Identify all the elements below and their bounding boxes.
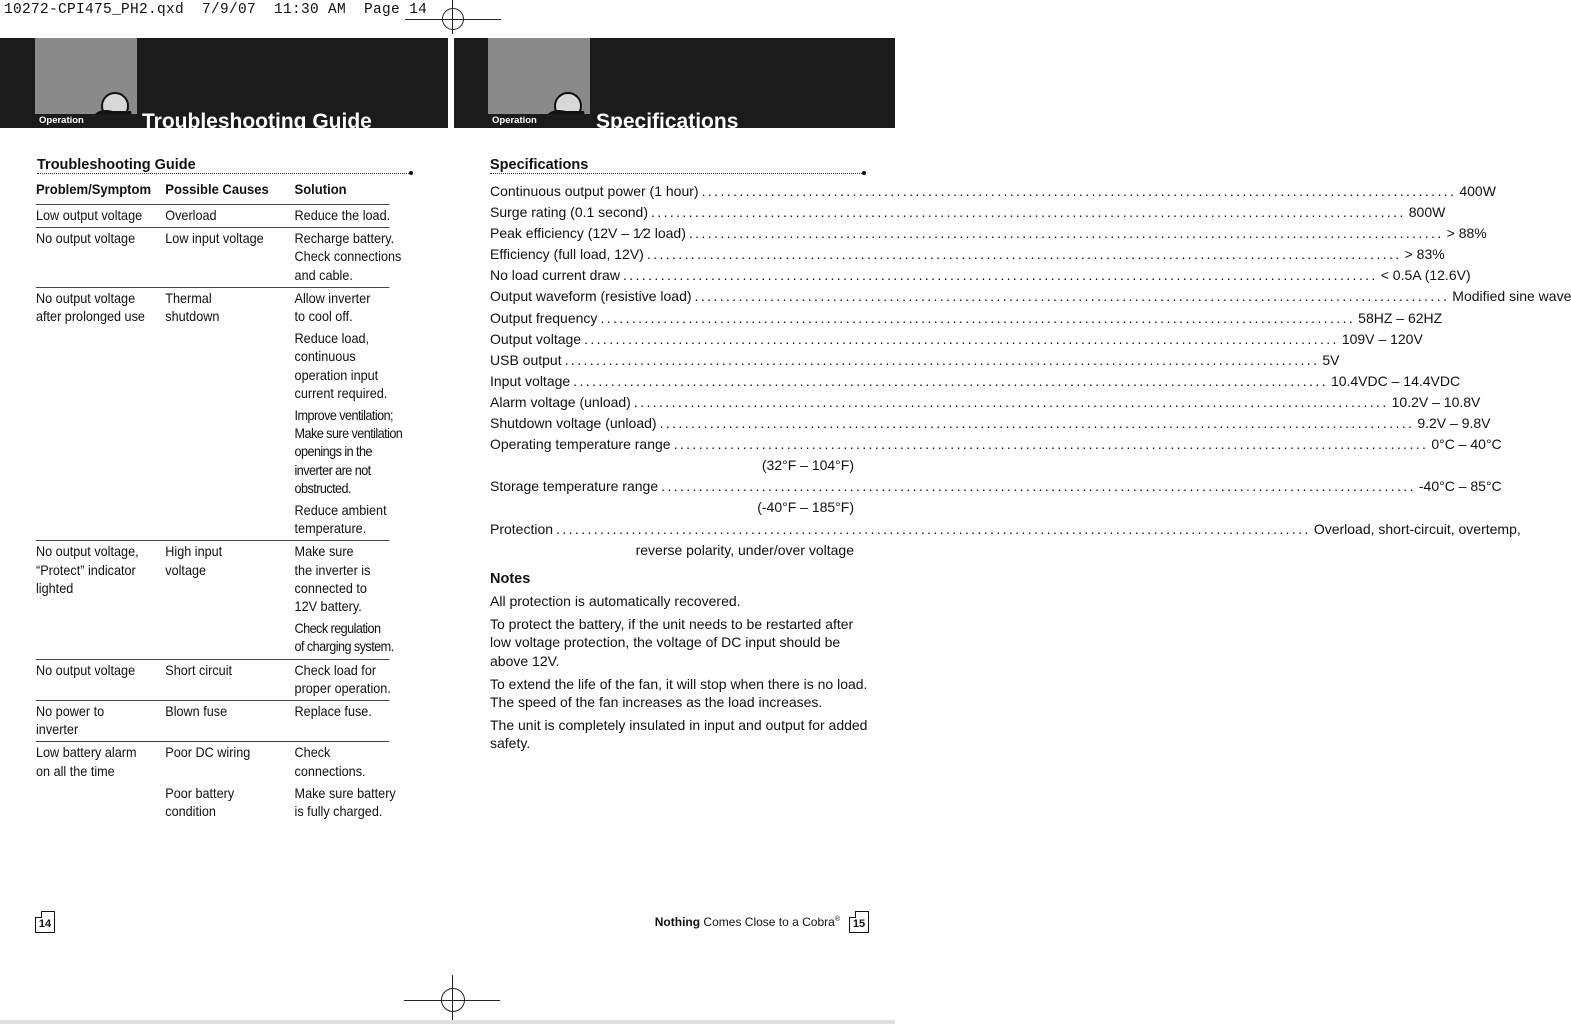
- spec-label: Peak efficiency (12V – 1⁄2 load): [490, 225, 686, 242]
- problem-cell: No output voltage: [36, 662, 136, 678]
- spec-label: Operating temperature range: [490, 436, 671, 453]
- solution-text: Make sure battery is fully charged.: [294, 785, 396, 820]
- cause-group: [165, 662, 423, 698]
- note-paragraph: To protect the battery, if the unit needs to be restarted after low voltage protection, the voltage of DC input should be above 12V.: [490, 616, 854, 669]
- table-row: [36, 288, 403, 542]
- spec-row: [490, 392, 1481, 413]
- spec-label: Output waveform (resistive load): [490, 288, 692, 305]
- problem-cell: Low battery alarm on all the time: [36, 745, 137, 779]
- spec-value-continued: reverse polarity, under/over voltage: [635, 541, 854, 558]
- spec-value: 109V – 120V: [1341, 330, 1423, 347]
- solution-text: Reduce ambient temperature.: [294, 503, 387, 537]
- spec-label: Efficiency (full load, 12V): [490, 246, 644, 263]
- solution-text: Reduce the load.: [294, 208, 391, 223]
- page-number: 14: [35, 911, 55, 933]
- spec-row: [490, 413, 1491, 434]
- solution-text: Make sure the inverter is connected to 12V battery.: [294, 544, 371, 615]
- table-row: [36, 228, 402, 288]
- cause-group: [165, 230, 423, 285]
- solution-text: Check regulation of charging system.: [294, 621, 394, 655]
- table-header: [36, 180, 389, 204]
- cause-group: [165, 290, 423, 539]
- spec-row: [490, 244, 1445, 265]
- dot-leader: ........................................................................................................................: [673, 436, 1429, 453]
- print-slug: 10272-CPI475_PH2.qxd 7/9/07 11:30 AM Page 14: [4, 2, 428, 18]
- dot-leader: ........................................................................................................................: [600, 309, 1356, 326]
- dot-leader: ........................................................................................................................: [701, 183, 1457, 199]
- section-heading: Specifications: [490, 157, 589, 173]
- spec-label: Surge rating (0.1 second): [490, 204, 648, 221]
- spec-value: 10.2V – 10.8V: [1391, 393, 1481, 410]
- problem-cell: No output voltage: [36, 231, 136, 247]
- dot-leader: ........................................................................................................................: [694, 288, 1450, 305]
- banner-title: Troubleshooting Guide: [142, 110, 372, 133]
- banner-title: Specifications: [596, 110, 739, 133]
- dot-leader: ........................................................................................................................: [659, 415, 1415, 432]
- section-heading: Troubleshooting Guide: [37, 157, 196, 173]
- spec-label: Alarm voltage (unload): [490, 393, 631, 410]
- note-paragraph: To extend the life of the fan, it will stop when there is no load. The speed of the fan increases as the load increases.: [490, 675, 868, 711]
- spec-row: [490, 202, 1446, 223]
- spec-value: Overload, short-circuit, overtemp,: [1313, 520, 1521, 537]
- troubleshooting-table: [36, 180, 403, 823]
- spec-row: [490, 519, 1521, 540]
- spec-label: No load current draw: [490, 267, 620, 284]
- cause-cell: Short circuit: [165, 662, 233, 678]
- cause-cell: Blown fuse: [165, 704, 228, 720]
- dot-leader: ........................................................................................................................: [650, 204, 1406, 221]
- cause-cell: Thermal shutdown: [165, 290, 220, 325]
- dot-leader: ........................................................................................................................: [584, 330, 1339, 347]
- spec-row: [490, 371, 1461, 392]
- spec-value: > 83%: [1404, 246, 1445, 263]
- registration-mark-bottom: [404, 975, 500, 1024]
- dot-leader: ........................................................................................................................: [556, 520, 1311, 537]
- page-number: 15: [849, 911, 869, 933]
- table-row: [36, 541, 394, 659]
- note-paragraph: All protection is automatically recovered.: [490, 593, 741, 609]
- dot-leader: ........................................................................................................................: [688, 225, 1444, 242]
- spec-row: [490, 350, 1340, 371]
- spec-value: < 0.5A (12.6V): [1380, 267, 1471, 284]
- spec-row: [490, 308, 1443, 329]
- spec-label: Output frequency: [490, 309, 598, 326]
- solution-text: Reduce load, continuous operation input current required.: [294, 331, 388, 401]
- spec-row: [490, 286, 1571, 307]
- cause-cell: High input voltage: [165, 544, 223, 578]
- dotted-rule: [37, 173, 411, 175]
- cause-group: [165, 744, 423, 780]
- spec-row: [490, 181, 1496, 202]
- footer-tagline: [655, 915, 840, 929]
- solution-text: Allow inverter to cool off.: [294, 290, 371, 325]
- note-paragraph: The unit is completely insulated in input and output for added safety.: [490, 717, 868, 752]
- spec-label: Input voltage: [490, 372, 571, 389]
- column-header: Problem/Symptom: [36, 181, 152, 197]
- cause-group: [165, 781, 423, 821]
- section-tab: [35, 38, 137, 128]
- cause-cell: Poor battery condition: [165, 785, 235, 820]
- spec-label: Continuous output power (1 hour): [490, 183, 699, 199]
- specifications-list: [490, 181, 1571, 561]
- spec-label: USB output: [490, 351, 562, 368]
- section-tab-label: Operation: [488, 114, 590, 128]
- problem-cell: No output voltage after prolonged use: [36, 290, 145, 325]
- dot-leader: ........................................................................................................................: [573, 372, 1328, 389]
- notes-heading: Notes: [490, 571, 531, 587]
- dot-leader: ........................................................................................................................: [661, 478, 1416, 495]
- table-body: [36, 204, 403, 823]
- spec-value: 0°C – 40°C: [1431, 436, 1502, 453]
- spec-value: 800W: [1408, 204, 1446, 221]
- dotted-rule: [490, 173, 864, 175]
- cause-cell: Low input voltage: [165, 231, 264, 247]
- dot-leader: ........................................................................................................................: [564, 351, 1320, 368]
- registered-mark: ®: [834, 916, 840, 923]
- dot-leader: ........................................................................................................................: [622, 267, 1378, 284]
- dot-leader: ........................................................................................................................: [646, 246, 1402, 263]
- registration-mark-top: [405, 0, 501, 34]
- cause-group: [165, 207, 423, 225]
- column-header: Solution: [294, 181, 347, 197]
- solution-text: Check connections.: [294, 745, 366, 779]
- section-tab: [488, 38, 590, 128]
- cause-group: [165, 703, 423, 721]
- column-header: Possible Causes: [165, 181, 269, 197]
- spec-value: 10.4VDC – 14.4VDC: [1330, 372, 1461, 389]
- dot-leader: ........................................................................................................................: [633, 393, 1389, 410]
- spec-label: Protection: [490, 520, 554, 537]
- problem-cell: No output voltage, “Protect” indicator lighted: [36, 544, 139, 596]
- spec-row: [490, 434, 1502, 455]
- section-tab-label: Operation: [35, 114, 137, 128]
- table-row: [36, 204, 389, 228]
- notes-list: [490, 592, 870, 758]
- solution-text: Recharge battery. Check connections and cable.: [294, 231, 402, 283]
- spec-value: > 88%: [1446, 225, 1487, 242]
- solution-text: Replace fuse.: [294, 704, 372, 720]
- problem-cell: No power to inverter: [36, 704, 105, 738]
- table-row: [36, 701, 389, 742]
- solution-text: Check load for proper operation.: [294, 662, 391, 696]
- spec-value: 400W: [1459, 183, 1496, 199]
- footer-bold: Nothing: [654, 915, 701, 929]
- spec-label: Shutdown voltage (unload): [490, 415, 657, 432]
- cause-cell: Poor DC wiring: [165, 745, 251, 761]
- left-page-banner: [0, 38, 448, 133]
- solution-text: Improve ventilation; Make sure ventilation openings in the inverter are not obstructed.: [294, 408, 403, 496]
- cause-cell: Overload: [165, 208, 217, 223]
- spec-value: -40°C – 85°C: [1418, 478, 1502, 495]
- spec-value: 5V: [1322, 351, 1340, 368]
- spec-value-continued: (-40°F – 185°F): [757, 499, 854, 516]
- spec-label: Output voltage: [490, 330, 582, 347]
- spec-value: Modified sine wave: [1452, 288, 1571, 305]
- spec-value-continued: (32°F – 104°F): [761, 457, 854, 474]
- footer-text: Comes Close to a Cobra: [700, 915, 835, 929]
- spec-row: [490, 476, 1502, 497]
- spec-row: [490, 265, 1471, 286]
- table-row: [36, 742, 396, 823]
- spec-row: [490, 223, 1487, 244]
- page-edge: [0, 1020, 895, 1024]
- problem-cell: Low output voltage: [36, 208, 143, 223]
- spec-label: Storage temperature range: [490, 478, 659, 495]
- spec-value: 9.2V – 9.8V: [1417, 415, 1491, 432]
- cause-group: [165, 543, 423, 656]
- spec-row: [490, 329, 1423, 350]
- right-page-banner: [454, 38, 895, 133]
- spec-value: 58HZ – 62HZ: [1358, 309, 1443, 326]
- table-row: [36, 660, 389, 701]
